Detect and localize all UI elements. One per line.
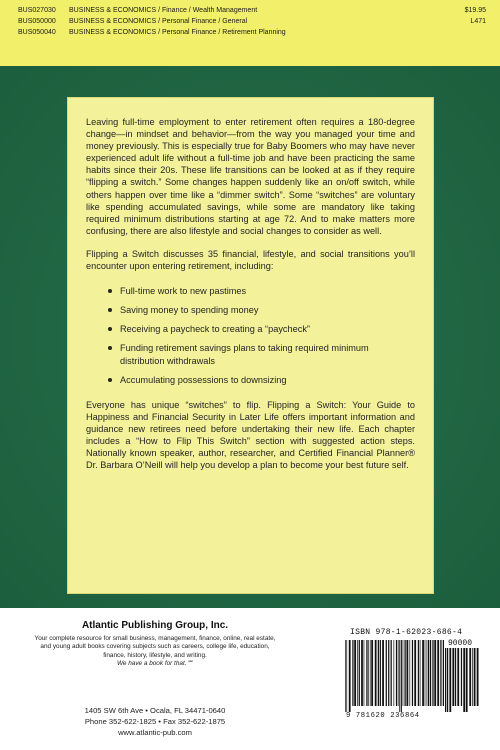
description-panel	[67, 97, 434, 594]
barcode-bar	[427, 640, 428, 706]
barcode-bar	[432, 640, 433, 706]
barcode-bar	[352, 640, 353, 706]
barcode-bar	[420, 640, 421, 706]
barcode-bar	[406, 640, 408, 706]
barcode-bar	[452, 648, 454, 706]
publisher-footer	[0, 608, 500, 750]
category-code: BUS050040	[18, 29, 56, 36]
bullet-icon	[108, 346, 112, 350]
bullet-icon	[108, 378, 112, 382]
category-row	[18, 16, 486, 27]
barcode-bar	[412, 640, 413, 706]
bullet-icon	[108, 327, 112, 331]
list-item	[108, 285, 415, 297]
barcode-bar	[375, 640, 377, 706]
barcode-bar	[388, 640, 389, 706]
category-code: BUS027030	[18, 7, 56, 14]
barcode-bar	[364, 640, 365, 706]
barcode-bar	[394, 640, 395, 706]
barcode-bar	[434, 640, 436, 706]
barcode-bar	[401, 640, 402, 712]
barcode-block	[344, 628, 494, 720]
barcode-bar	[405, 640, 406, 706]
barcode-bar	[361, 640, 363, 706]
category-row	[18, 5, 486, 16]
addon-block	[444, 639, 480, 712]
barcode-bar	[422, 640, 424, 706]
category-label: BUSINESS & ECONOMICS / Finance / Wealth Management	[69, 7, 258, 14]
barcode-bar	[391, 640, 392, 706]
barcode-bar	[440, 640, 441, 706]
barcode-bar	[445, 648, 446, 712]
barcode-bar	[378, 640, 379, 706]
list-item	[108, 323, 415, 335]
price: $19.95	[464, 7, 486, 14]
list-item	[108, 304, 415, 316]
category-entry	[18, 16, 247, 27]
barcode-bar	[346, 640, 347, 712]
bullet-icon	[108, 308, 112, 312]
barcode-bar	[466, 648, 468, 712]
phone-line: Phone 352-622-1825 • Fax 352-622-1875	[84, 717, 226, 726]
barcode-bar	[463, 648, 465, 712]
list-item-text: Full-time work to new pastimes	[120, 286, 247, 297]
catalog-code: L471	[470, 18, 486, 25]
price-code: 90000	[448, 639, 473, 648]
category-entry	[18, 27, 286, 38]
barcode-bar	[380, 640, 381, 706]
barcode-bar	[386, 640, 387, 706]
barcode-bar	[359, 640, 360, 706]
barcode-bar	[371, 640, 373, 706]
category-entry	[18, 5, 257, 16]
barcode-bar	[403, 640, 404, 706]
barcode-bar	[461, 648, 462, 706]
barcode-bar	[396, 640, 397, 706]
publisher-block	[0, 620, 310, 669]
barcode-bar	[469, 648, 471, 706]
barcode-bar	[409, 640, 410, 706]
list-item-text: Accumulating possessions to downsizing	[120, 374, 287, 385]
list-item-text: Saving money to spending money	[120, 305, 259, 316]
transition-list	[108, 285, 415, 386]
barcode-bar	[354, 640, 356, 706]
publisher-name: Atlantic Publishing Group, Inc.	[81, 620, 229, 631]
barcode-bar	[382, 640, 384, 706]
category-label: BUSINESS & ECONOMICS / Personal Finance / General	[69, 18, 248, 25]
publisher-description	[30, 635, 280, 669]
barcode-bar	[418, 640, 419, 706]
bullet-icon	[108, 289, 112, 293]
list-item	[108, 374, 415, 386]
barcode-bar	[345, 640, 346, 712]
list-item-text: Funding retirement savings plans to taking required minimum distribution withdrawals	[120, 343, 369, 366]
barcode-icon	[344, 640, 444, 712]
publisher-tagline: We have a book for that.℠	[116, 660, 194, 668]
barcode-bar	[437, 640, 439, 706]
list-item-text: Receiving a paycheck to creating a “paycheck”	[120, 324, 310, 335]
summary-paragraph: Flipping a Switch discusses 35 financial, lifestyle, and social transitions you’ll encounter upon entering retirement, including:	[86, 248, 415, 272]
barcode-bar	[366, 640, 367, 706]
barcode-row	[344, 639, 494, 712]
barcode-bar	[428, 640, 429, 706]
isbn-label: ISBN 978-1-62023-686-4	[350, 628, 463, 637]
website-link[interactable]: www.atlantic-pub.com	[118, 728, 192, 737]
publisher-description-text: Your complete resource for small business, management, finance, online, real estate, and young adult books covering subjects such as careers, college life, education, finance, history, lifestyle, and writing.	[34, 635, 276, 659]
barcode-bar	[367, 640, 368, 706]
barcode-bar	[457, 648, 459, 706]
barcode-bar	[472, 648, 473, 706]
address-line: 1405 SW 6th Ave • Ocala, FL 34471-0640	[84, 706, 226, 715]
barcode-digits: 9 781620 236864	[346, 712, 420, 720]
barcode-bar	[425, 640, 426, 706]
intro-paragraph: Leaving full-time employment to enter retirement often requires a 180-degree change—in mindset and behavior—from the way you managed your time and money previously. This is especially true for Baby Boomers who may have never experienced adult life without a full-time job and have been practicing the same habits since their 20s. These life transitions can be looked at as if they require “flipping a switch.” Some changes happen suddenly like an on/off switch, while others happen over time like a “dimmer switch”. Some “switches” are voluntary like spending accumulated savings, while some are mandatory like taking required minimum distributions starting at age 72. And to make matters more confusing, there are also lifestyle and social changes to consider as well.	[86, 117, 415, 236]
barcode-bar	[430, 640, 431, 706]
addon-barcode-icon	[444, 648, 480, 712]
publisher-address	[0, 705, 310, 738]
category-band	[0, 0, 500, 66]
barcode-bar	[398, 640, 399, 706]
category-label: BUSINESS & ECONOMICS / Personal Finance / Retirement Planning	[69, 29, 286, 36]
barcode-bar	[370, 640, 371, 706]
barcode-bar	[474, 648, 476, 706]
barcode-bar	[414, 640, 416, 706]
barcode-bar	[349, 640, 351, 712]
category-code: BUS050000	[18, 18, 56, 25]
barcode-bar	[455, 648, 456, 706]
closing-paragraph: Everyone has unique “switches” to flip. Flipping a Switch: Your Guide to Happiness and Financial Security in Later Life offers important information and guidance new retirees need before undertaking their new life. Each chapter includes a “How to Flip This Switch” section with suggested action steps. Nationally known speaker, author, researcher, and Certified Financial Planner® Dr. Barbara O’Neill will help you develop a plan to become your best future self.	[86, 399, 415, 471]
barcode-bar	[357, 640, 358, 706]
barcode-bar	[477, 648, 479, 706]
category-row	[18, 27, 486, 38]
list-item	[108, 342, 415, 366]
barcode-bar	[447, 648, 448, 712]
barcode-bar	[449, 648, 451, 712]
barcode-bar	[399, 640, 400, 712]
